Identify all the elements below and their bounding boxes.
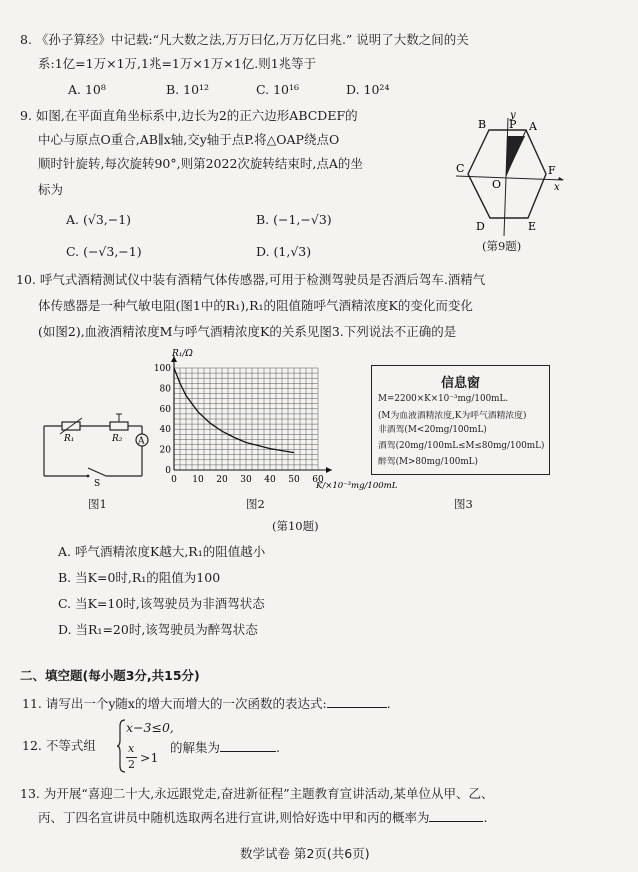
q8-line2: 系:1亿=1万×1万,1兆=1万×1万×1亿.则1兆等于 xyxy=(38,56,317,71)
label-p: P xyxy=(509,118,517,131)
q12-ineq2-rest: >1 xyxy=(140,750,159,765)
label-b: B xyxy=(478,118,487,131)
q8-option-b: B. 10¹² xyxy=(166,82,210,97)
q9-option-d: D. (1,√3) xyxy=(256,244,312,259)
x-tick-label: 50 xyxy=(288,475,300,485)
x-tick-label: 60 xyxy=(312,475,324,485)
info-line: M=2200×K×10⁻³mg/100mL. xyxy=(378,394,509,404)
label-o: O xyxy=(492,178,502,191)
info-line: 酒驾(20mg/100mL≤M≤80mg/100mL) xyxy=(378,441,545,451)
label-c: C xyxy=(456,162,465,175)
x-tick-label: 20 xyxy=(216,475,228,485)
q8-line1: 8. 《孙子算经》中记载:“凡大数之法,万万曰亿,万万亿曰兆.” 说明了大数之间的关 xyxy=(20,32,469,47)
q13-line2 xyxy=(38,808,487,827)
q9-line4: 标为 xyxy=(38,182,64,197)
r1-label: R₁ xyxy=(64,434,75,444)
figure3-caption: 图3 xyxy=(454,497,473,511)
section-title: 二、填空题(每小题3分,共15分) xyxy=(20,668,200,683)
q13-line1: 13. 为开展“喜迎二十大,永远跟党走,奋进新征程”主题教育宣讲活动,某单位从甲、乙、 xyxy=(20,786,494,801)
q13-line2-text: 丙、丁四名宣讲员中随机选取两名进行宣讲,则恰好选中甲和丙的概率为 xyxy=(38,810,430,825)
y-tick-label: 40 xyxy=(159,425,171,436)
q12-ineq1: x−3≤0, xyxy=(126,720,174,735)
y-tick-label: 100 xyxy=(153,364,171,374)
y-tick-label: 20 xyxy=(159,445,171,456)
q12-frac-num: x xyxy=(128,742,135,755)
q10-resistance-chart xyxy=(140,342,398,492)
q10-line3: (如图2),血液酒精浓度M与呼气酒精浓度K的关系见图3.下列说法不正确的是 xyxy=(38,324,457,339)
answer-blank xyxy=(327,696,387,708)
y-tick-label: 80 xyxy=(159,384,171,395)
info-title: 信息窗 xyxy=(440,376,480,391)
x-tick-label: 40 xyxy=(264,475,276,485)
q9-line1: 9. 如图,在平面直角坐标系中,边长为2的正六边形ABCDEF的 xyxy=(20,108,358,123)
q9-line3: 顺时针旋转,每次旋转90°,则第2022次旋转结束时,点A的坐 xyxy=(38,156,363,171)
info-line: 非酒驾(M<20mg/100mL) xyxy=(378,425,487,435)
q12-end: . xyxy=(276,740,280,755)
q10-option-d: D. 当R₁=20时,该驾驶员为醉驾状态 xyxy=(58,622,258,637)
q9-option-c: C. (−√3,−1) xyxy=(66,244,142,259)
q10-line1: 10. 呼气式酒精测试仪中装有酒精气体传感器,可用于检测驾驶员是否酒后驾车.酒精气 xyxy=(16,272,486,287)
label-d: D xyxy=(476,220,485,233)
q10-caption: (第10题) xyxy=(272,519,319,533)
chart-ylabel: R₁/Ω xyxy=(172,349,193,359)
q11-end: . xyxy=(386,696,391,711)
label-a: A xyxy=(529,120,537,133)
q13-end: . xyxy=(483,810,488,825)
x-tick-label: 0 xyxy=(171,475,177,485)
label-y: y xyxy=(510,110,516,121)
answer-blank xyxy=(429,810,483,822)
switch-label: S xyxy=(94,479,101,489)
y-tick-label: 60 xyxy=(159,404,171,415)
info-line: (M为血液酒精浓度,K为呼气酒精浓度) xyxy=(378,411,527,421)
info-window xyxy=(371,365,550,475)
label-x: x xyxy=(554,182,560,193)
x-axis-arrow xyxy=(326,467,332,473)
q12-suffix: 的解集为 xyxy=(170,740,221,755)
q9-caption: (第9题) xyxy=(482,239,522,253)
label-e: E xyxy=(528,220,537,233)
label-f: F xyxy=(548,164,556,177)
q8-option-d: D. 10²⁴ xyxy=(346,82,390,97)
x-tick-label: 30 xyxy=(240,475,252,485)
q11-text: 11. 请写出一个y随x的增大而增大的一次函数的表达式: xyxy=(22,696,327,711)
q12-frac-den: 2 xyxy=(128,758,135,771)
q9-hexagon-figure xyxy=(448,108,568,248)
brace-icon xyxy=(116,718,126,774)
q9-option-a: A. (√3,−1) xyxy=(66,212,132,227)
q12-suffix-line xyxy=(170,738,280,757)
y-tick-label: 0 xyxy=(165,466,171,476)
q11 xyxy=(22,694,391,713)
q9-option-b: B. (−1,−√3) xyxy=(256,212,332,227)
figure2-caption: 图2 xyxy=(246,497,265,511)
q9-line2: 中心与原点O重合,AB∥x轴,交y轴于点P.将△OAP绕点O xyxy=(38,132,340,147)
page-footer: 数学试卷 第2页(共6页) xyxy=(240,846,370,861)
x-tick-label: 10 xyxy=(192,475,204,485)
chart-xlabel: K/×10⁻³mg/100mL xyxy=(316,481,398,491)
q10-option-a: A. 呼气酒精浓度K越大,R₁的阻值越小 xyxy=(58,544,266,559)
ammeter-label: A xyxy=(138,436,145,447)
q10-option-b: B. 当K=0时,R₁的阻值为100 xyxy=(58,570,221,585)
answer-blank xyxy=(220,740,276,752)
q10-option-c: C. 当K=10时,该驾驶员为非酒驾状态 xyxy=(58,596,265,611)
q8-option-c: C. 10¹⁶ xyxy=(256,82,299,97)
q12-prefix: 12. 不等式组 xyxy=(22,738,96,753)
info-line: 醉驾(M>80mg/100mL) xyxy=(378,457,478,467)
figure1-caption: 图1 xyxy=(88,497,107,511)
q8-option-a: A. 10⁸ xyxy=(68,82,106,97)
r2-label: R₂ xyxy=(112,434,123,444)
q10-line2: 体传感器是一种气敏电阻(图1中的R₁),R₁的阻值随呼气酒精浓度K的变化而变化 xyxy=(38,298,473,313)
